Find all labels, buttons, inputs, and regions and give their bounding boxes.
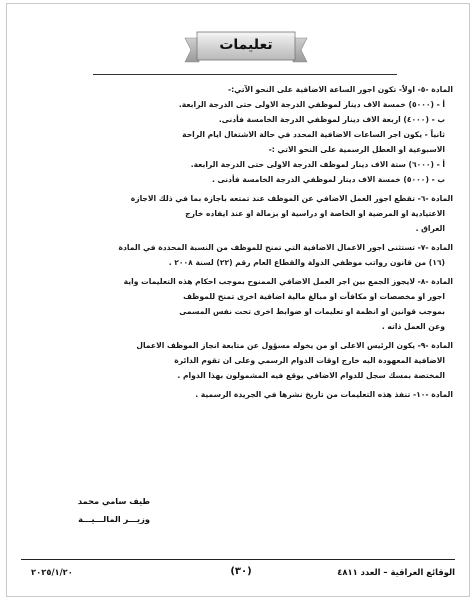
banner-title: تعليمات (219, 37, 273, 53)
page-footer (21, 563, 455, 581)
top-divider (93, 74, 397, 75)
article-8-line-4: وعن العمل ذاته . (381, 322, 445, 331)
footer-publication: الوقائع العراقية – العدد ٤٨١١ (337, 567, 455, 577)
article-5-line-6: أ - (٦٠٠٠) ستة الاف دينار لموظف الدرجة الاولى حتى الدرجة الرابعة. (190, 160, 445, 169)
article-5-line-3: ب - (٤٠٠٠) اربعة الاف دينار لموظفي الدرجة الخامسة فأدنى. (218, 115, 445, 124)
article-9-line-1: المادة -٩- يكون الرئيس الاعلى او من يخوله مسؤول عن متابعة انجاز الموظف الاعمال (136, 341, 453, 350)
article-10-line-1: المادة -١٠- تنفذ هذه التعليمات من تاريخ نشرها في الجريدة الرسمية . (195, 390, 453, 399)
article-9-line-3: المختصة بمسك سجل للدوام الاضافي يوقع فيه المشمولون بهذا الدوام . (177, 371, 445, 380)
article-6-line-2: الاعتيادية او المرضية او الخاصة او دراسية او بزمالة او عند ايفاده خارج (185, 209, 445, 218)
bottom-divider (21, 559, 455, 560)
article-8-line-1: المادة -٨- لايجوز الجمع بين اجر العمل الاضافي الممنوح بموجب احكام هذه التعليمات واية (123, 277, 453, 286)
article-6-line-3: العراق . (415, 224, 445, 233)
article-8-line-3: بموجب قوانين او انظمة او تعليمات او ضوابط اخرى تحت نفس المسمى (179, 307, 445, 316)
signatory-name: طيف سامي محمد (77, 496, 151, 506)
document-page (6, 3, 470, 597)
article-5-line-1: المادة -٥- اولاً- تكون اجور الساعة الاضافية على النحو الآتي:- (227, 85, 453, 94)
article-5-line-2: أ - (٥٠٠٠) خمسة الاف دينار لموظفي الدرجة الاولى حتى الدرجة الرابعة. (178, 100, 445, 109)
document-body (21, 82, 453, 402)
article-7-line-1: المادة -٧- تستثنى اجور الاعمال الاضافية التي تمنح للموظف من النسبة المحددة في المادة (118, 243, 453, 252)
footer-page-number: (٣٠) (230, 566, 252, 577)
article-7-line-2: (١٦) من قانون رواتب موظفي الدولة والقطاع العام رقم (٢٢) لسنة ٢٠٠٨ . (168, 258, 445, 267)
article-5-line-5: الاسبوعية او العطل الرسمية على النحو الاتي :- (268, 145, 445, 154)
article-8-line-2: اجور او مخصصات او مكافآت او مبالغ مالية اضافية اخرى تمنح للموظف (183, 292, 445, 301)
signatory-title: وزيـــر المالـــيـــة (78, 514, 150, 524)
article-5-line-4: ثانياً - يكون اجر الساعات الاضافية المحدد في حالة الاشتغال ايام الراحة (182, 130, 445, 139)
title-banner (183, 26, 309, 66)
footer-date: ٢٠٢٥/١/٢٠ (31, 567, 73, 577)
article-9-line-2: الاضافية المعهودة اليه خارج اوقات الدوام الرسمي وعلى ان تقوم الدائرة (174, 356, 445, 365)
article-5-line-7: ب - (٥٠٠٠) خمسة الاف دينار لموظفي الدرجة الخامسة فأدنى . (211, 175, 445, 184)
article-6-line-1: المادة -٦- تقطع اجور العمل الاضافي عن الموظف عند تمتعه باجازة بما في ذلك الاجازة (130, 194, 453, 203)
